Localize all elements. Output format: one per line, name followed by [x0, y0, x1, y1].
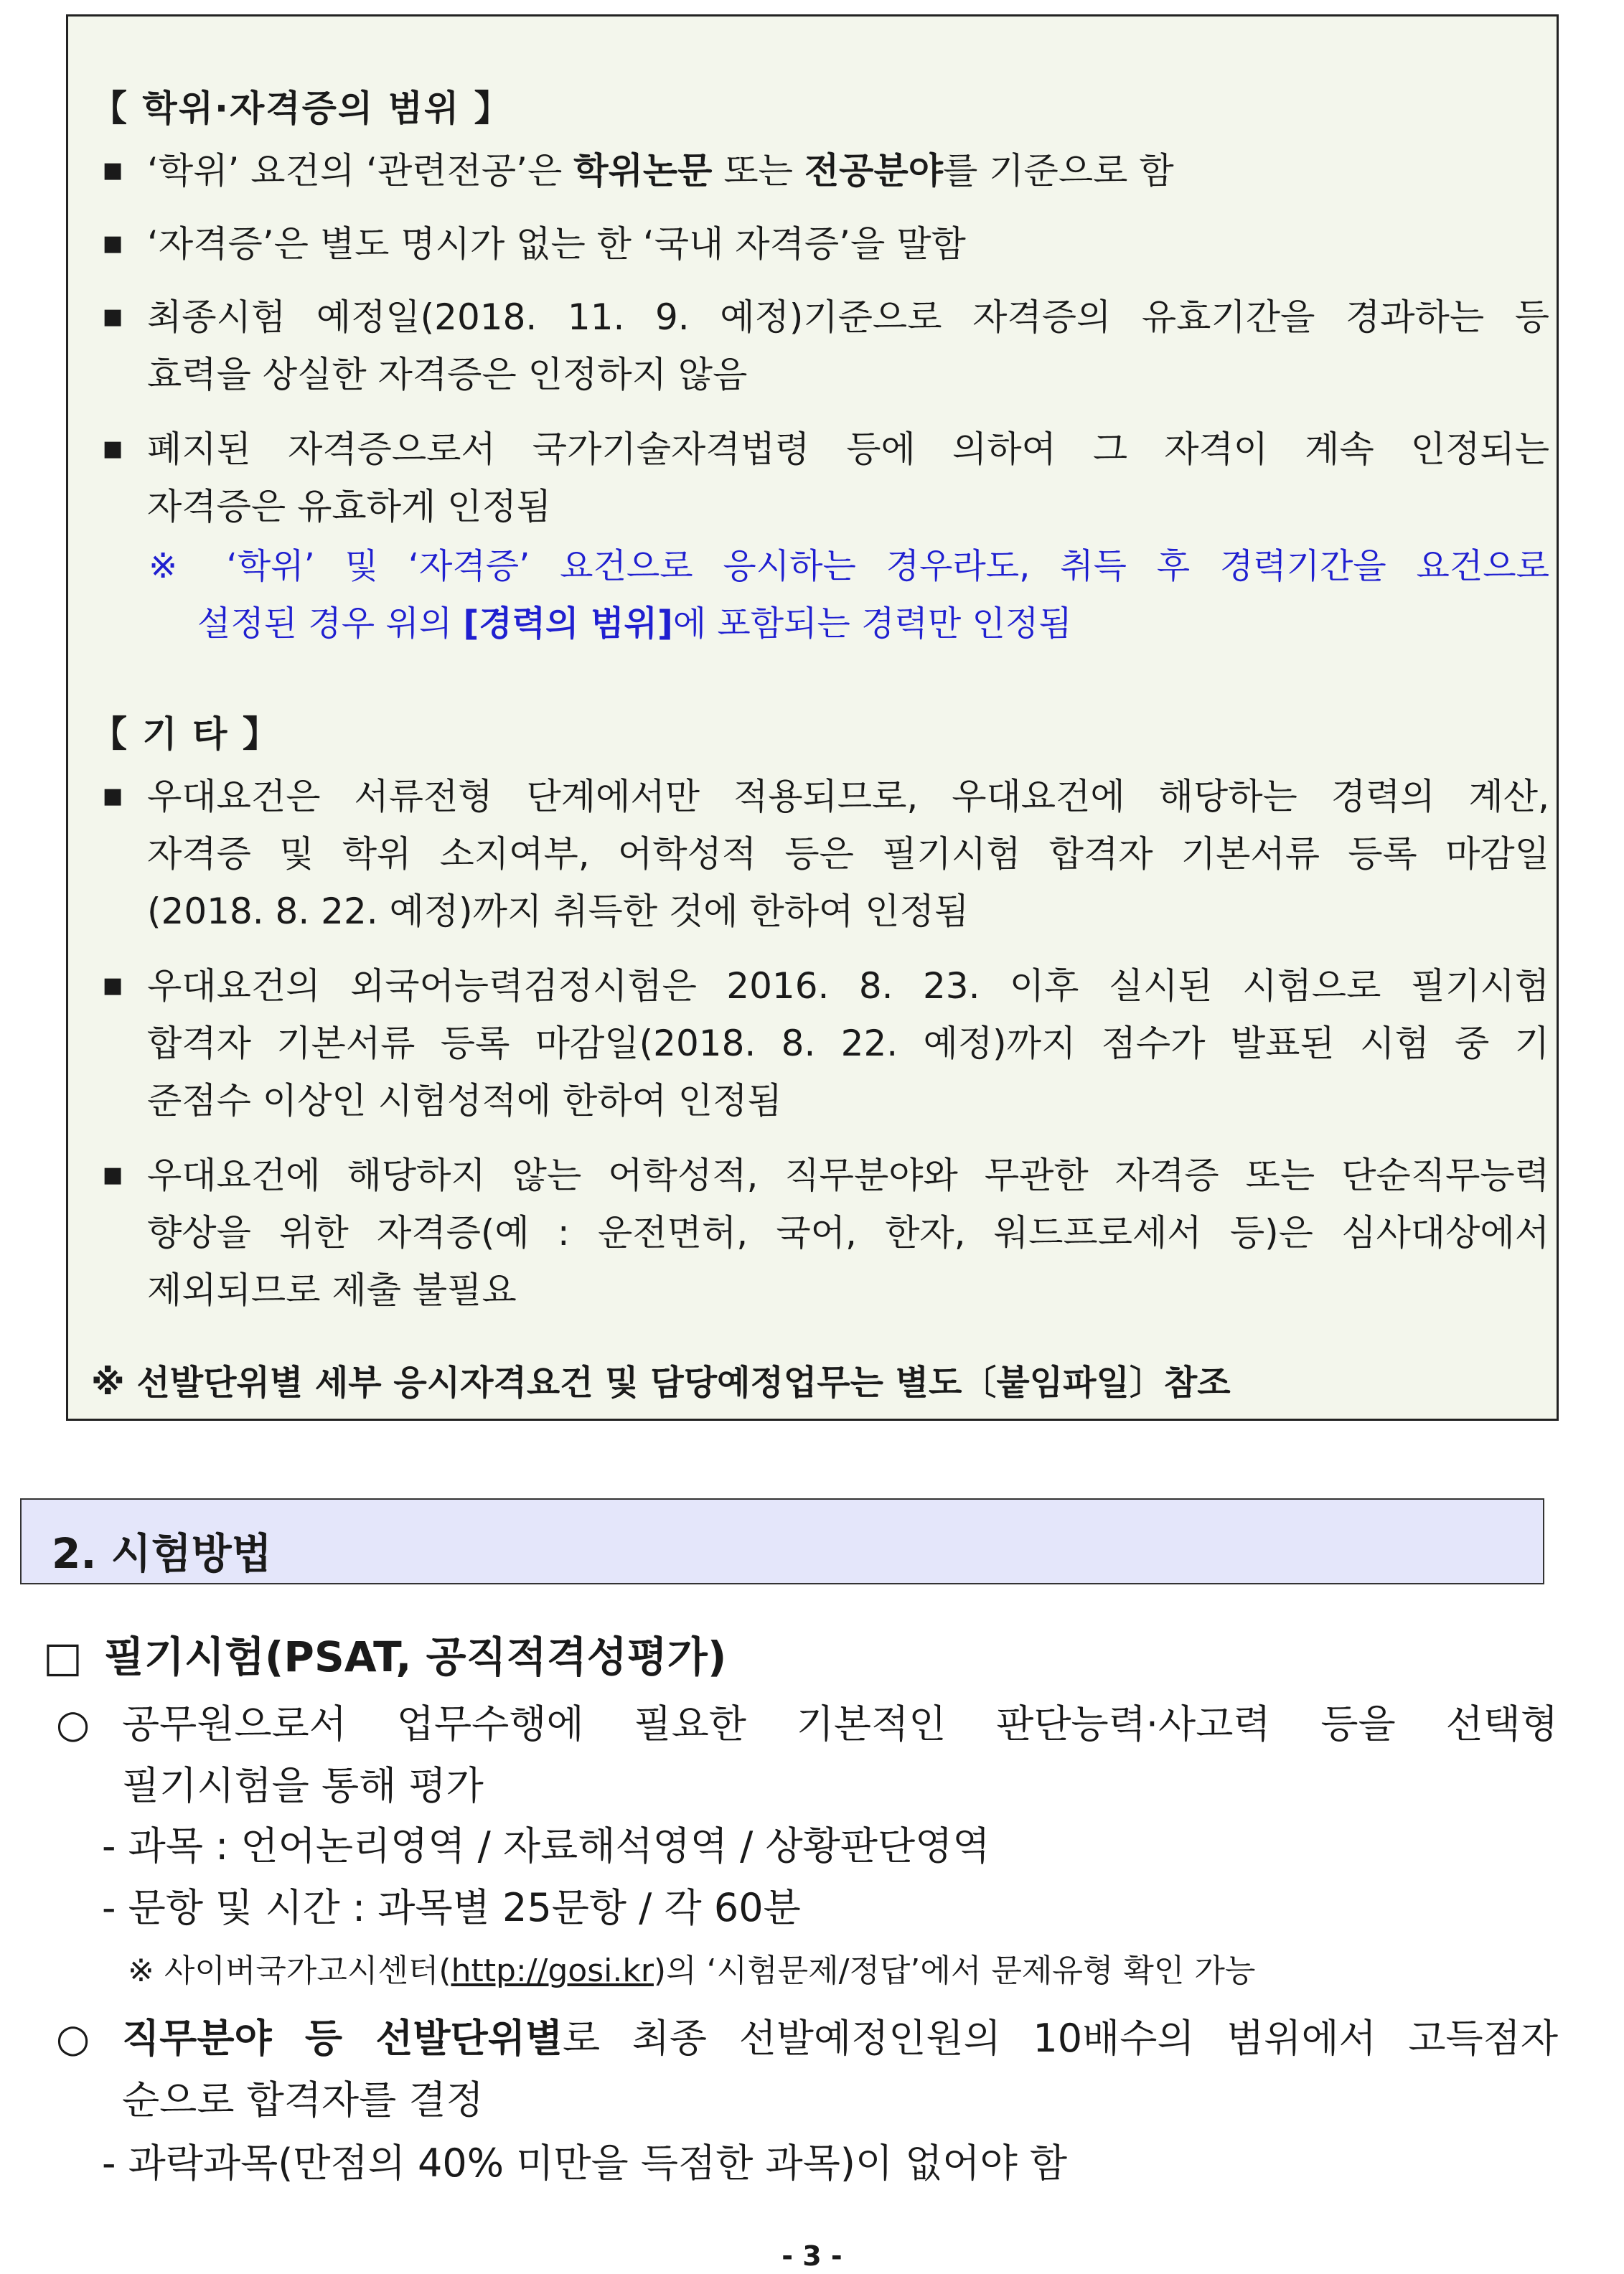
written-exam-desc-line-2: 필기시험을 통해 평가: [122, 1763, 484, 1808]
scope-note-line-1: ※ ‘학위’ 및 ‘자격증’ 요건으로 응시하는 경우라도, 취득 후 경력기간을 요건으로: [149, 546, 1549, 586]
etc-item-2-line-2: 합격자 기본서류 등록 마감일(2018. 8. 22. 예정)까지 점수가 발표된 시험 중 기: [147, 1023, 1549, 1064]
written-exam-desc-line-1: ○ 공무원으로서 업무수행에 필요한 기본적인 판단능력·사고력 등을 선택형: [122, 1693, 1558, 1755]
scope-note-line-2: 설정된 경우 위의 [경력의 범위]에 포함되는 경력만 인정됨: [197, 603, 1072, 644]
circle-bullet-icon: ○: [56, 1701, 90, 1747]
section-title: 2. 시험방법: [52, 1529, 272, 1578]
bullet-icon: ■: [103, 1162, 123, 1188]
bullet-icon: ■: [103, 304, 123, 329]
bullet-icon: ■: [103, 973, 123, 998]
section-title-band: [20, 1498, 1544, 1584]
gosi-reference-note: ※ 사이버국가고시센터(http://gosi.kr)의 ‘시험문제/정답’에서 문제유형 확인 가능: [128, 1953, 1256, 1989]
etc-item-2-line-1: ■ 우대요건의 외국어능력검정시험은 2016. 8. 23. 이후 실시된 시험으로 필기시험: [147, 957, 1549, 1015]
scope-item-1: ■ ‘학위’ 요건의 ‘관련전공’은 학위논문 또는 전공분야를 기준으로 함: [147, 141, 1549, 200]
scope-item-4-line-2: 자격증은 유효하게 인정됨: [147, 486, 552, 527]
scope-heading: 【 학위·자격증의 범위 】: [91, 88, 512, 129]
attachment-reference-note: ※ 선발단위별 세부 응시자격요건 및 담당예정업무는 별도〔붙임파일〕참조: [91, 1363, 1231, 1403]
qualification-notes-box: [66, 14, 1559, 1421]
fail-subject-rule: - 과락과목(만점의 40% 미만을 득점한 과목)이 없어야 함: [102, 2141, 1068, 2186]
scope-item-2: ■ ‘자격증’은 별도 명시가 없는 한 ‘국내 자격증’을 말함: [147, 215, 1549, 273]
etc-item-1-line-1: ■ 우대요건은 서류전형 단계에서만 적용되므로, 우대요건에 해당하는 경력의 계산,: [147, 767, 1549, 826]
circle-bullet-icon: ○: [56, 2016, 90, 2061]
etc-item-3-line-2: 향상을 위한 자격증(예 : 운전면허, 국어, 한자, 워드프로세서 등)은 심사대상에서: [147, 1212, 1549, 1254]
bullet-icon: ■: [103, 784, 123, 809]
pass-criteria-line-2: 순으로 합격자를 결정: [122, 2077, 484, 2123]
subjects-line: - 과목 : 언어논리영역 / 자료해석영역 / 상황판단영역: [102, 1823, 990, 1869]
bullet-icon: ■: [103, 231, 123, 256]
written-exam-heading: □ 필기시험(PSAT, 공직적격성평가): [43, 1632, 727, 1681]
scope-item-3-line-1: ■ 최종시험 예정일(2018. 11. 9. 예정)기준으로 자격증의 유효기간을 경과하는 등: [147, 288, 1549, 347]
etc-heading: 【 기 타 】: [91, 713, 280, 755]
etc-item-1-line-2: 자격증 및 학위 소지여부, 어학성적 등은 필기시험 합격자 기본서류 등록 마감일: [147, 833, 1549, 875]
etc-item-3-line-3: 제외되므로 제출 불필요: [147, 1269, 517, 1311]
square-bullet-icon: □: [43, 1632, 83, 1681]
questions-time-line: - 문항 및 시간 : 과목별 25문항 / 각 60분: [102, 1885, 801, 1930]
pass-criteria-line-1: ○ 직무분야 등 선발단위별로 최종 선발예정인원의 10배수의 범위에서 고득점자: [122, 2008, 1558, 2069]
etc-item-2-line-3: 준점수 이상인 시험성적에 한하여 인정됨: [147, 1080, 782, 1122]
etc-item-3-line-1: ■ 우대요건에 해당하지 않는 어학성적, 직무분야와 무관한 자격증 또는 단순직무능력: [147, 1146, 1549, 1205]
scope-item-3-line-2: 효력을 상실한 자격증은 인정하지 않음: [147, 354, 748, 395]
gosi-link[interactable]: http://gosi.kr: [451, 1953, 654, 1989]
page-number: - 3 -: [782, 2240, 842, 2272]
scope-item-4-line-1: ■ 폐지된 자격증으로서 국가기술자격법령 등에 의하여 그 자격이 계속 인정되는: [147, 420, 1549, 479]
bullet-icon: ■: [103, 436, 123, 461]
bullet-icon: ■: [103, 158, 123, 183]
etc-item-1-line-3: (2018. 8. 22. 예정)까지 취득한 것에 한하여 인정됨: [147, 891, 970, 932]
